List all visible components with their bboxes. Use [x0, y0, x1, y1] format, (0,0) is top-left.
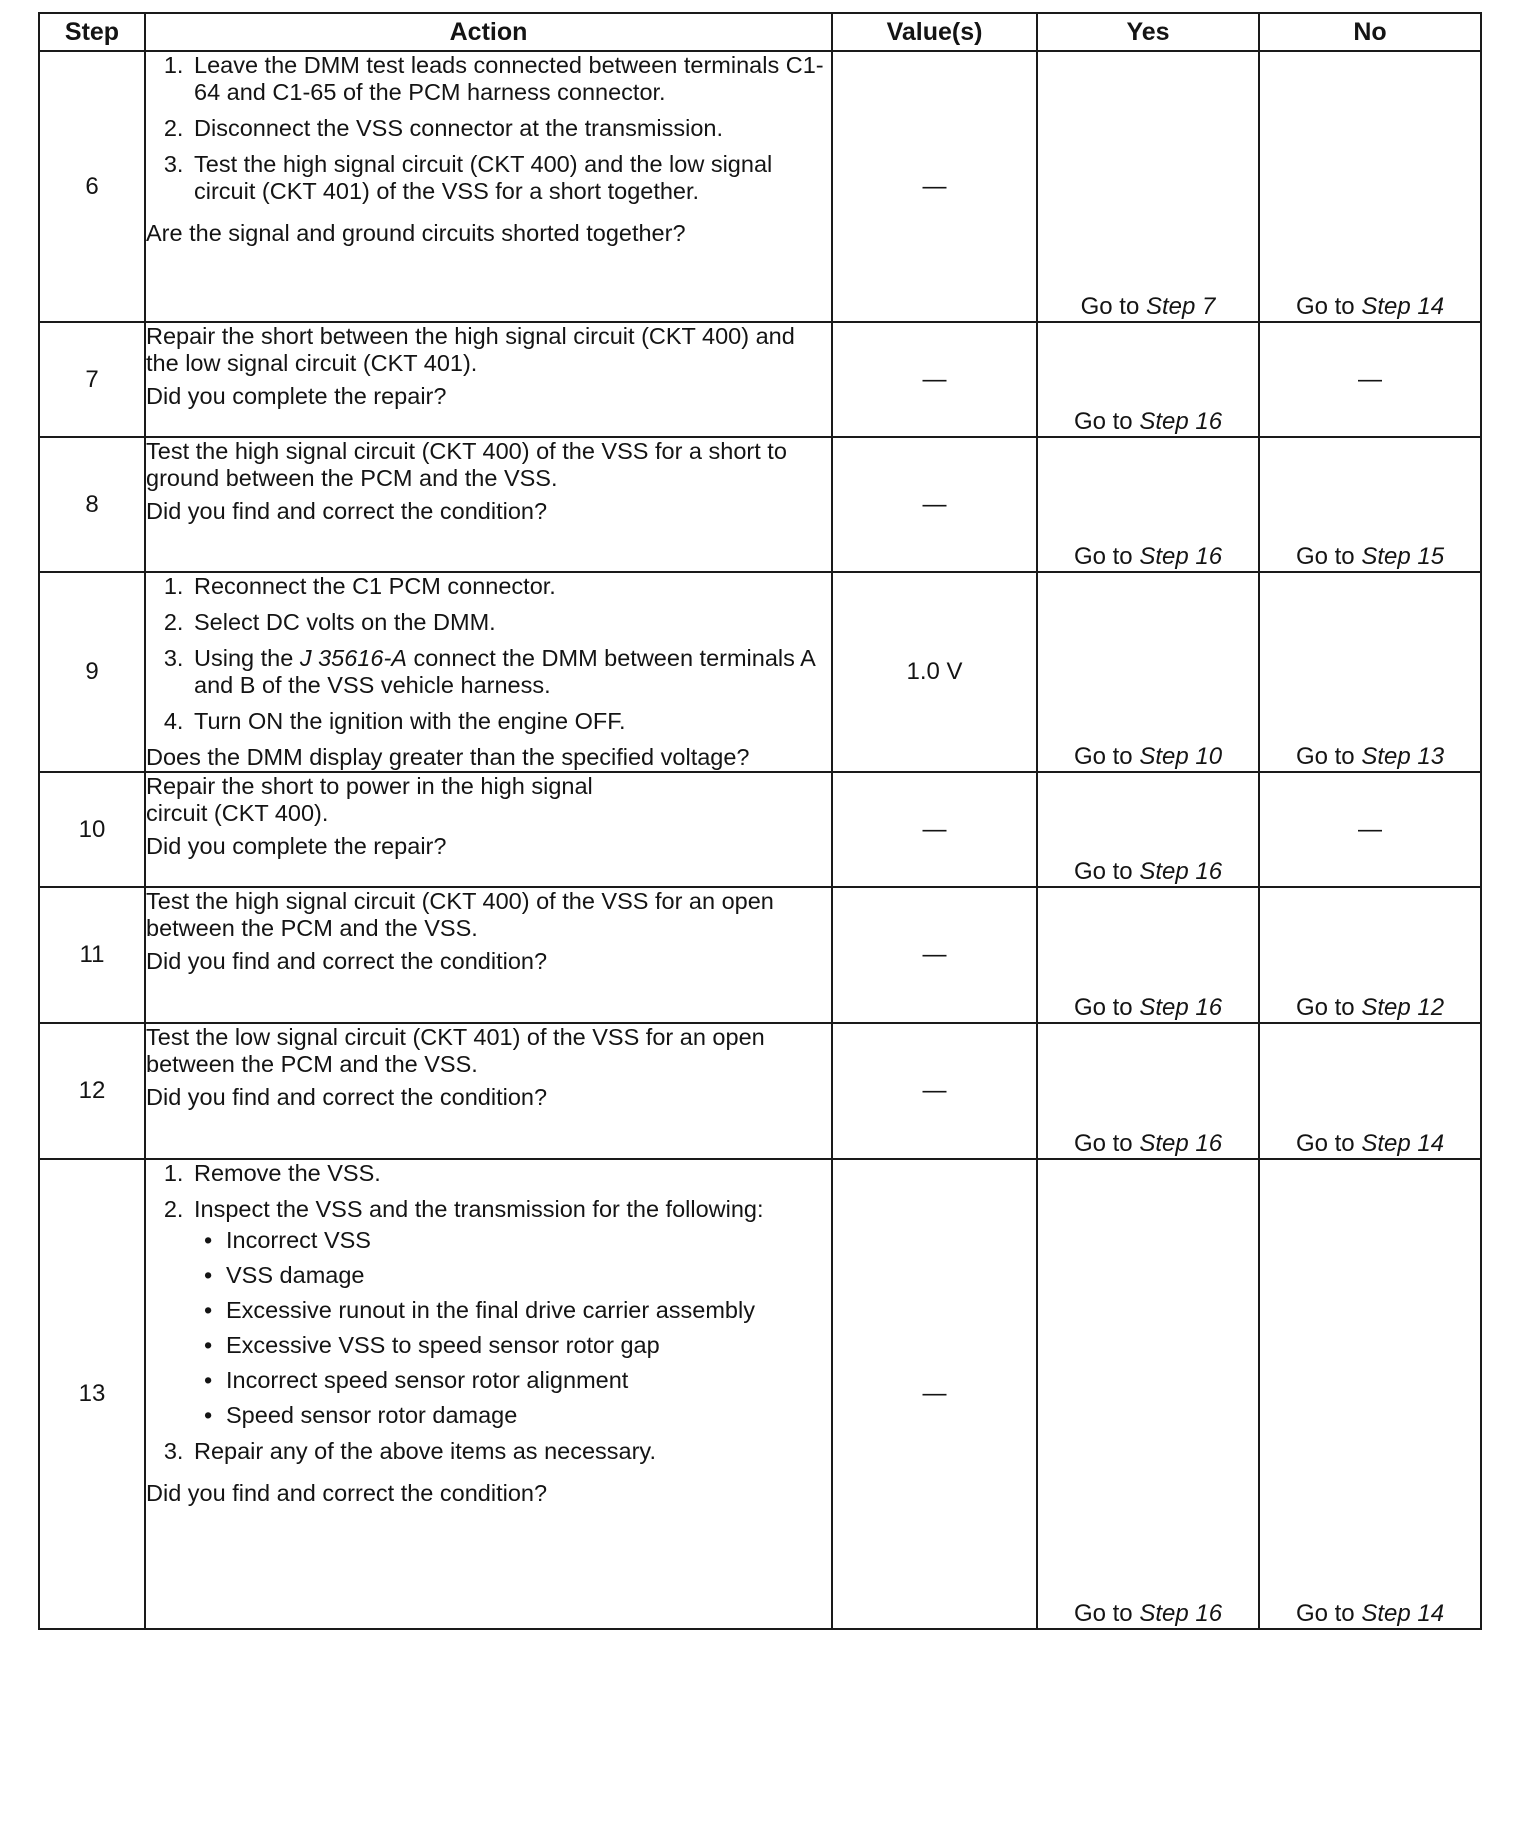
- goto-prefix: Go to: [1295, 1130, 1362, 1157]
- action-text: Test the high signal circuit (CKT 400) of the VSS for a short to ground between the PCM and the VSS.: [146, 438, 787, 491]
- goto-step-link: Step 16: [1139, 408, 1223, 435]
- yes-cell: [1037, 1023, 1259, 1159]
- action-step: 1. Remove the VSS.: [190, 1160, 831, 1187]
- table-row: [39, 572, 1481, 772]
- action-step-text: connect the DMM between terminals A and B of the VSS vehicle harness.: [194, 645, 815, 698]
- action-question: Are the signal and ground circuits shorted together?: [146, 220, 686, 246]
- step-number: 11: [39, 887, 145, 1023]
- step-number: 10: [39, 772, 145, 887]
- table-row: [39, 1023, 1481, 1159]
- action-question: Did you complete the repair?: [146, 383, 447, 409]
- goto-step-link: Step 14: [1361, 1600, 1445, 1627]
- table-row: [39, 322, 1481, 437]
- action-question: Did you find and correct the condition?: [146, 948, 548, 974]
- action-question: Did you find and correct the condition?: [146, 1084, 548, 1110]
- value-cell: —: [832, 322, 1037, 437]
- goto-step-link: Step 12: [1361, 994, 1445, 1021]
- header-row: [39, 13, 1481, 51]
- action-cell: [145, 772, 832, 887]
- goto-prefix: Go to: [1073, 543, 1140, 570]
- step-number: 12: [39, 1023, 145, 1159]
- diagnostic-table: [38, 12, 1482, 1630]
- goto-prefix: Go to: [1295, 1600, 1362, 1627]
- action-step: [190, 645, 831, 699]
- list-item: • Incorrect VSS: [222, 1227, 831, 1254]
- value-cell: —: [832, 772, 1037, 887]
- goto-prefix: Go to: [1073, 858, 1140, 885]
- no-cell: [1259, 1023, 1481, 1159]
- goto-step-link: Step 16: [1139, 1130, 1223, 1157]
- action-step: 3. Test the high signal circuit (CKT 400) and the low signal circuit (CKT 401) of the VSS for a short together.: [190, 151, 831, 205]
- goto-step-link: Step 16: [1139, 858, 1223, 885]
- goto-step-link: Step 10: [1139, 743, 1223, 770]
- goto-step-link: Step 14: [1361, 293, 1445, 320]
- action-cell: [145, 1023, 832, 1159]
- goto-prefix: Go to: [1295, 994, 1362, 1021]
- table-row: [39, 51, 1481, 322]
- goto-step-link: Step 15: [1361, 543, 1445, 570]
- goto-prefix: Go to: [1295, 293, 1362, 320]
- goto-step-link: Step 16: [1139, 543, 1223, 570]
- goto-prefix: Go to: [1073, 994, 1140, 1021]
- step-number: 8: [39, 437, 145, 572]
- action-question: Did you find and correct the condition?: [146, 1480, 548, 1506]
- yes-cell: [1037, 772, 1259, 887]
- action-cell: [145, 51, 832, 322]
- no-cell: [1259, 887, 1481, 1023]
- table-row: [39, 437, 1481, 572]
- yes-cell: [1037, 437, 1259, 572]
- yes-cell: [1037, 572, 1259, 772]
- goto-prefix: Go to: [1073, 408, 1140, 435]
- no-cell: [1259, 572, 1481, 772]
- action-steps: [146, 573, 831, 744]
- goto-prefix: Go to: [1073, 743, 1140, 770]
- yes-cell: [1037, 322, 1259, 437]
- goto-step-link: Step 13: [1361, 743, 1445, 770]
- action-question: Did you find and correct the condition?: [146, 498, 548, 524]
- action-step-text: Inspect the VSS and the transmission for the following:: [194, 1196, 764, 1222]
- header-yes: Yes: [1037, 13, 1259, 51]
- step-number: 13: [39, 1159, 145, 1629]
- no-cell: [1259, 1159, 1481, 1629]
- value-cell: 1.0 V: [832, 572, 1037, 772]
- goto-step-link: Step 14: [1361, 1130, 1445, 1157]
- header-values: Value(s): [832, 13, 1037, 51]
- goto-prefix: Go to: [1080, 293, 1146, 320]
- action-step: 2. Disconnect the VSS connector at the transmission.: [190, 115, 831, 142]
- yes-cell: [1037, 887, 1259, 1023]
- table-row: [39, 887, 1481, 1023]
- value-cell: —: [832, 437, 1037, 572]
- value-cell: —: [832, 1023, 1037, 1159]
- action-step: [190, 1196, 831, 1429]
- goto-step-link: Step 16: [1139, 1600, 1223, 1627]
- no-cell: [1259, 437, 1481, 572]
- action-question: Does the DMM display greater than the specified voltage?: [146, 744, 750, 770]
- action-step-text: Using the: [194, 645, 300, 671]
- list-item: • Excessive runout in the final drive carrier assembly: [222, 1297, 831, 1324]
- no-cell: [1259, 51, 1481, 322]
- goto-prefix: Go to: [1295, 543, 1362, 570]
- list-item: • Speed sensor rotor damage: [222, 1402, 831, 1429]
- step-number: 9: [39, 572, 145, 772]
- action-steps: [146, 52, 831, 214]
- step-number: 6: [39, 51, 145, 322]
- goto-prefix: Go to: [1295, 743, 1362, 770]
- list-item: • Incorrect speed sensor rotor alignment: [222, 1367, 831, 1394]
- action-steps: [146, 1160, 831, 1474]
- yes-cell: [1037, 1159, 1259, 1629]
- action-step: 3. Repair any of the above items as necessary.: [190, 1438, 831, 1465]
- action-step: 1. Leave the DMM test leads connected between terminals C1-64 and C1-65 of the PCM harness connector.: [190, 52, 831, 106]
- action-question: Did you complete the repair?: [146, 833, 447, 859]
- header-action: Action: [145, 13, 832, 51]
- action-step: 1. Reconnect the C1 PCM connector.: [190, 573, 831, 600]
- no-cell: —: [1259, 772, 1481, 887]
- action-text: Test the high signal circuit (CKT 400) of the VSS for an open between the PCM and the VSS.: [146, 888, 774, 941]
- action-text: Test the low signal circuit (CKT 401) of the VSS for an open between the PCM and the VSS.: [146, 1024, 765, 1077]
- action-step: 2. Select DC volts on the DMM.: [190, 609, 831, 636]
- list-item: • Excessive VSS to speed sensor rotor gap: [222, 1332, 831, 1359]
- list-item: • VSS damage: [222, 1262, 831, 1289]
- action-text: Repair the short to power in the high signal circuit (CKT 400).: [146, 773, 593, 826]
- action-step: 4. Turn ON the ignition with the engine OFF.: [190, 708, 831, 735]
- action-cell: [145, 1159, 832, 1629]
- action-cell: [145, 437, 832, 572]
- action-cell: [145, 322, 832, 437]
- table-row: [39, 772, 1481, 887]
- action-cell: [145, 572, 832, 772]
- value-cell: —: [832, 887, 1037, 1023]
- tool-number: J 35616-A: [299, 645, 407, 671]
- goto-step-link: Step 7: [1145, 293, 1216, 320]
- inspection-list: [194, 1227, 831, 1429]
- goto-prefix: Go to: [1073, 1130, 1140, 1157]
- goto-step-link: Step 16: [1139, 994, 1223, 1021]
- no-cell: —: [1259, 322, 1481, 437]
- table-row: [39, 1159, 1481, 1629]
- goto-prefix: Go to: [1073, 1600, 1140, 1627]
- yes-cell: [1037, 51, 1259, 322]
- action-text: Repair the short between the high signal circuit (CKT 400) and the low signal circuit (CKT 401).: [146, 323, 795, 376]
- action-cell: [145, 887, 832, 1023]
- value-cell: —: [832, 51, 1037, 322]
- step-number: 7: [39, 322, 145, 437]
- header-no: No: [1259, 13, 1481, 51]
- header-step: Step: [39, 13, 145, 51]
- value-cell: —: [832, 1159, 1037, 1629]
